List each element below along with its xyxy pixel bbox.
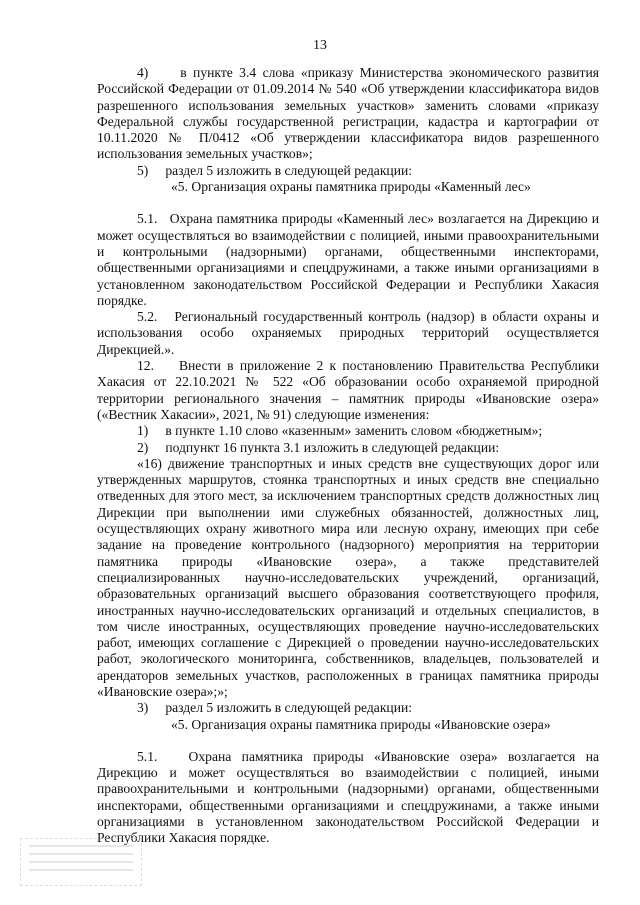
paragraph: «16) движение транспортных и иных средств вне существующих дорог или утвержденных маршрутов, стоянка транспортных и иных средств вне специально отведенных для этого мест, за исключением транспортных средств должностных лиц Дирекции при выполнении ими служебных обязанностей, должностных лиц, осуществляющих охрану животного мира или лесную охрану, имеющих при себе задание на проведение контрольного (надзорного) мероприятия на территории памятника природы «Ивановские озера», а также представителей специализированных научно-исследовательских учреждений, организаций, образовательных организаций высшего образования соответствующего профиля, иностранных научно-исследовательских организаций и отдельных специалистов, в том числе иностранных, осуществляющих проведение научно-исследовательских работ, имеющих соглашение с Дирекцией о проведении научно-исследовательских работ, экологического мониторинга, собственников, владельцев, пользователей и арендаторов земельных участков, расположенных в границах памятника природы «Ивановские озера»;»; <box>97 455 599 699</box>
stamp-line <box>29 869 133 871</box>
stamp-line <box>29 861 133 863</box>
paragraph: 2) подпункт 16 пункта 3.1 изложить в следующей редакции: <box>137 439 500 455</box>
paragraph: 4) в пункте 3.4 слова «приказу Министерства экономического развития Российской Федерации от 01.09.2014 № 540 «Об утверждении классификатора видов разрешенного использования земельных участков» заменить словами «приказу Федеральной службы государственной регистрации, кадастра и картографии от 10.11.2020 № П/0412 «Об утверждении классификатора видов разрешенного использования земельных участков»; <box>97 65 599 162</box>
paragraph: 5.2. Региональный государственный контроль (надзор) в области охраны и использования особо охраняемых природных территорий осуществляется Дирекцией.». <box>97 309 599 357</box>
paragraph: 5.1. Охрана памятника природы «Каменный лес» возлагается на Дирекцию и может осуществляться во взаимодействии с полицией, иными правоохранительными и контрольными (надзорными) органами, общественными инспекторами, общественными организациями и спецдружинами, а также иными организациями в установленном законодательством Российской Федерации и Республики Хакасия порядке. <box>97 211 599 308</box>
page-number: 13 <box>313 38 327 53</box>
stamp-line <box>29 853 133 855</box>
section-heading: «5. Организация охраны памятника природы «Ивановские озера» <box>171 716 551 732</box>
paragraph: 1) в пункте 1.10 слово «казенным» заменить словом «бюджетным»; <box>137 423 543 439</box>
faded-stamp <box>20 838 142 886</box>
stamp-line <box>29 845 133 847</box>
paragraph: 3) раздел 5 изложить в следующей редакции: <box>137 700 413 716</box>
paragraph: 5.1. Охрана памятника природы «Ивановские озера» возлагается на Дирекцию и может осуществляться во взаимодействии с полицией, иными правоохранительными и контрольными (надзорными) органами, общественными инспекторами, общественными организациями и спецдружинами, а также иными организациями в установленном законодательством Российской Федерации и Республики Хакасия порядке. <box>97 748 599 846</box>
paragraph: 5) раздел 5 изложить в следующей редакции: <box>137 162 413 178</box>
document-body <box>97 65 599 847</box>
section-heading: «5. Организация охраны памятника природы «Каменный лес» <box>171 179 531 195</box>
paragraph: 12. Внести в приложение 2 к постановлению Правительства Республики Хакасия от 22.10.2021 № 522 «Об образовании особо охраняемой природной территории регионального значения – памятник природы «Ивановские озера» («Вестник Хакасии», 2021, № 91) следующие изменения: <box>97 358 599 422</box>
